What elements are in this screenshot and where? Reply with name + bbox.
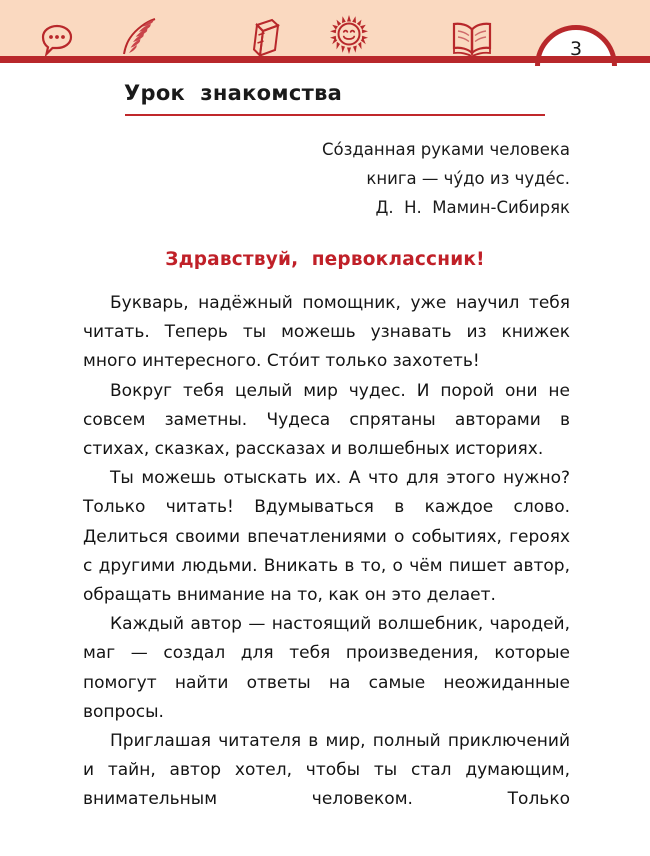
closed-book-icon	[248, 17, 282, 57]
open-book-icon	[450, 21, 494, 57]
body-paragraph: Каждый автор — настоящий волшебник, чародей, маг — создал для тебя произведения, которые помогут найти ответы на самые неожиданные вопросы.	[83, 614, 570, 722]
epigraph-line-2: книга — чу́до из чуде́с.	[366, 169, 570, 188]
title-underline-rule	[125, 114, 545, 116]
body-paragraph: Ты можешь отыскать их. А что для этого нужно? Только читать! Вдумываться в каждое слово. Делиться своими впечатлениями о событиях, героях с другими людьми. Вникать в то, о чём пишет автор, обращать внимание на то, как он это делает.	[83, 468, 570, 606]
greeting-heading: Здравствуй, первоклассник!	[165, 249, 485, 270]
epigraph-line-1: Со́зданная руками человека	[322, 140, 570, 159]
speech-bubble-icon	[40, 24, 74, 56]
body-paragraph: Вокруг тебя целый мир чудес. И порой они не совсем заметны. Чудеса спрятаны авторами в стихах, сказках, рассказах и волшебных историях.	[83, 380, 570, 460]
body-paragraph: Приглашая читателя в мир, полный приключений и тайн, автор хотел, чтобы ты стал думающим, внимательным человеком. Только	[83, 731, 570, 810]
page-title: Урок знакомства	[124, 81, 343, 105]
page-header-band	[0, 0, 650, 63]
body-paragraph: Букварь, надёжный помощник, уже научил тебя читать. Теперь ты можешь узнавать из книжек много интересного. Сто́ит только захотеть!	[83, 293, 570, 372]
epigraph-block	[180, 135, 570, 222]
epigraph-attribution: Д. Н. Мамин-Сибиряк	[375, 198, 570, 217]
page-number-badge	[535, 25, 617, 66]
feather-quill-icon	[120, 17, 158, 57]
page-number-text: 3	[569, 38, 583, 60]
body-text-block	[83, 289, 570, 815]
smiling-sun-icon	[328, 13, 370, 55]
